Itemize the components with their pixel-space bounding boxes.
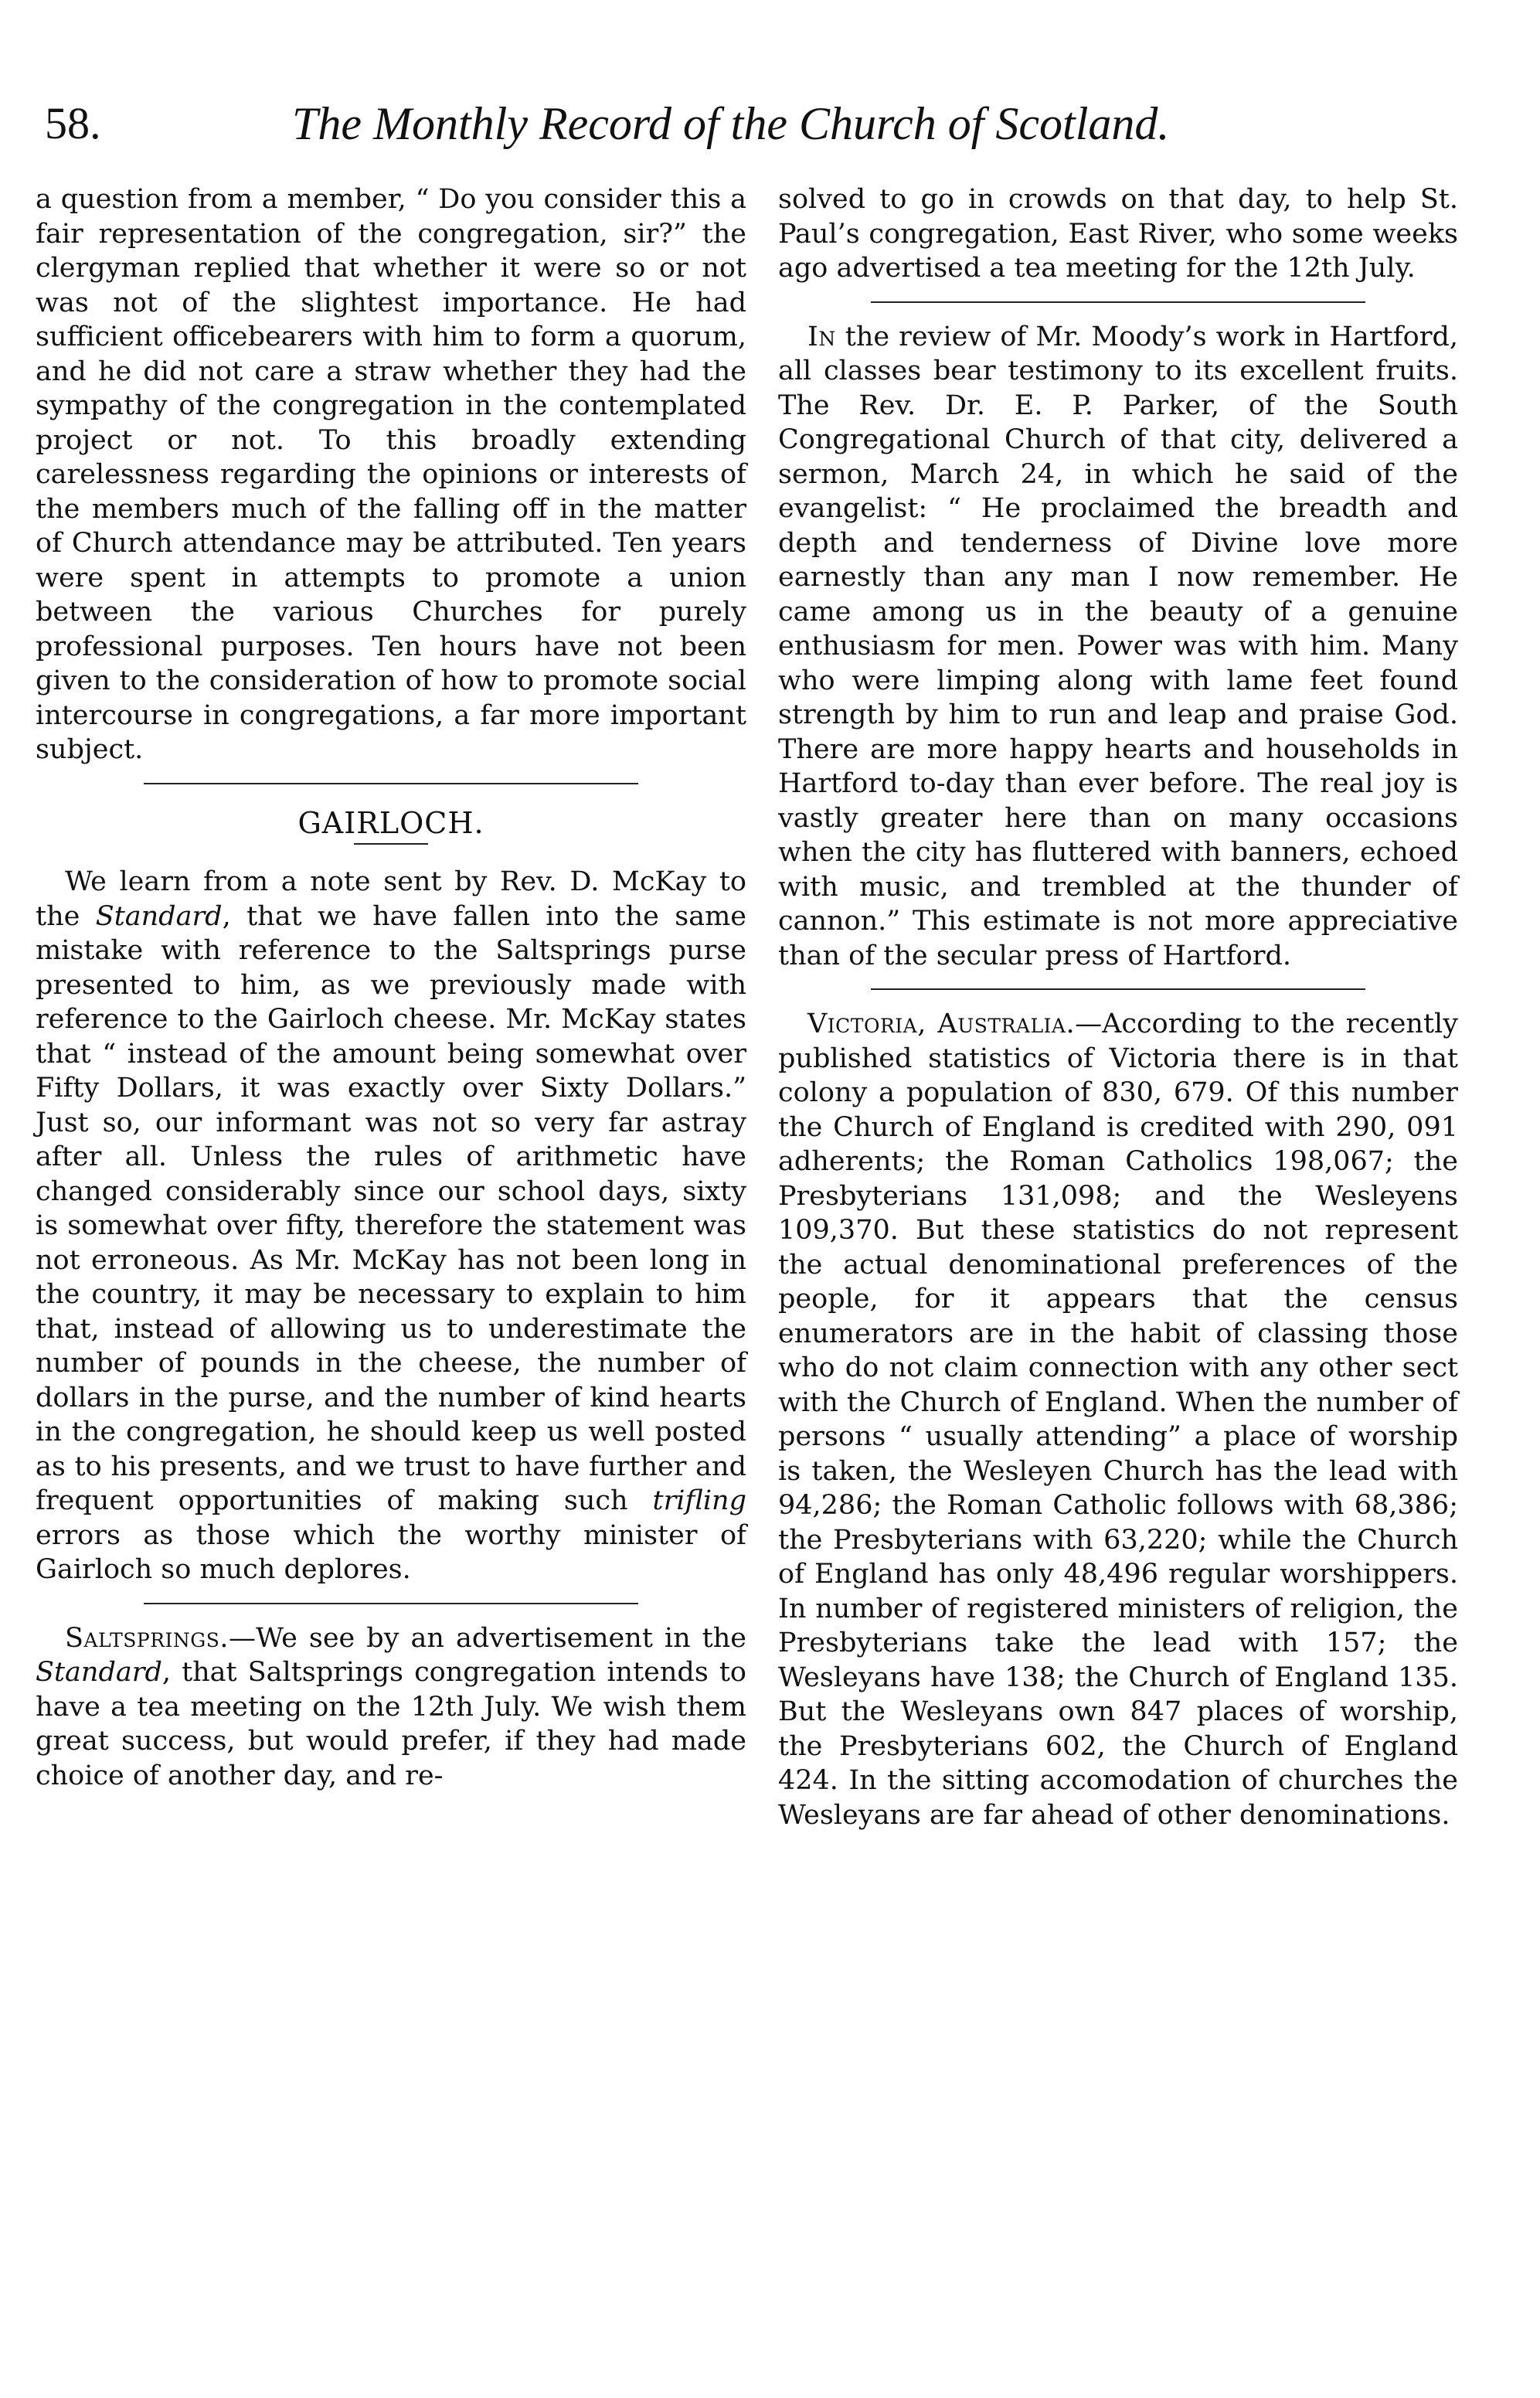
standard-title-2: Standard — [36, 1657, 162, 1688]
gairloch-text-3: errors as those which the worthy minister of Gairloch so much deplores. — [36, 1519, 746, 1585]
gairloch-heading: GAIRLOCH. — [297, 805, 484, 840]
gairloch-text-1: We learn from a note sent by Rev. D. McKay to the — [36, 866, 746, 932]
saltsprings-text-2: , that Saltsprings congregation intends to have a tea meeting on the 12th July. We wish them great success, but would prefer, if they had made choice of another day, and re- — [36, 1657, 746, 1791]
section-divider — [144, 783, 638, 784]
gairloch-text-2: , that we have fallen into the same mistake with reference to the Saltsprings purse presented to him, as we previously made with reference to the Gairloch cheese. Mr. McKay states that “ instead of the amount being somewhat over Fifty Dollars, it was exactly over Sixty Dollars.” Just so, our informant was not so very far astray after all. Unless the rules of arithmetic have changed considerably since our school days, sixty is somewhat over fifty, therefore the statement was not erroneous. As Mr. McKay has not been long in the country, it may be necessary to explain to him that, instead of allowing us to underestimate the number of pounds in the cheese, the number of dollars in the purse, and the number of kind hearts in the congregation, he should keep us well posted as to his presents, and we trust to have further and frequent opportunities of making such — [36, 900, 746, 1516]
trifling-word: trifling — [652, 1485, 746, 1516]
right-column — [778, 182, 1458, 1832]
moody-lead: In — [807, 321, 836, 352]
saltsprings-text-1: —We see by an advertisement in the — [229, 1622, 746, 1654]
moody-text: the review of Mr. Moody’s work in Hartford, all classes bear testimony to its excellent fruits. The Rev. Dr. E. P. Parker, of the South Congregational Church of that city, delivered a sermon, March 24, in which he said of the evangelist: “ He proclaimed the breadth and depth and tenderness of Divine love more earnestly than any man I now remember. He came among us in the beauty of a genuine enthusiasm for men. Power was with him. Many who were limping along with lame feet found strength by him to run and leap and praise God. There are more happy hearts and households in Hartford to-day than ever before. The real joy is vastly greater here than on many occasions when the city has fluttered with banners, echoed with music, and trembled at the thunder of cannon.” This estimate is not more appreciative than of the secular press of Hartford. — [778, 321, 1458, 971]
saltsprings-continuation: solved to go in crowds on that day, to help St. Paul’s congregation, East River, who some weeks ago advertised a tea meeting for the 12th July. — [778, 184, 1458, 284]
section-divider — [871, 988, 1365, 990]
saltsprings-lead: Saltsprings. — [65, 1622, 229, 1654]
page-number: 58. — [45, 98, 101, 148]
moody-article — [778, 320, 1458, 974]
victoria-text: —According to the recently published statistics of Victoria there is in that colony a population of 830, 679. Of this number the Church of England is credited with 290, 091 adherents; the Roman Catholics 198,067; the Presbyterians 131,098; and the Wesleyens 109,370. But these statistics do not represent the actual denominational preferences of the people, for it appears that the census enumerators are in the habit of classing those who do not claim connection with any other sect with the Church of England. When the number of persons “ usually attending” a place of worship is taken, the Wesleyen Church has the lead with 94,286; the Roman Catholic follows with 68,386; the Presbyterians with 63,220; while the Church of England has only 48,496 regular worshippers. In number of registered ministers of religion, the Presbyterians take the lead with 157; the Wesleyans have 138; the Church of England 135. But the Wesleyans own 847 places of worship, the Presbyterians 602, the Church of England 424. In the sitting accomodation of churches the Wesleyans are far ahead of other denominations. — [778, 1009, 1458, 1831]
gairloch-article — [36, 865, 746, 1587]
saltsprings-article — [36, 1621, 746, 1794]
section-divider — [871, 301, 1365, 303]
page-header — [45, 97, 1498, 159]
left-column — [36, 182, 746, 1793]
running-title: The Monthly Record of the Church of Scotland. — [292, 98, 1170, 149]
victoria-article — [778, 1007, 1458, 1832]
section-divider — [144, 1603, 638, 1604]
heading-underline — [354, 843, 428, 845]
standard-title-1: Standard — [95, 900, 223, 932]
victoria-lead: Victoria, Australia. — [807, 1009, 1076, 1039]
article-continuation: a question from a member, “ Do you consider this a fair representation of the congregation, sir?” the clergyman replied that whether it were so or not was not of the slightest importance. He had sufficient officebearers with him to form a quorum, and he did not care a straw whether they had the sympathy of the congregation in the contemplated project or not. To this broadly extending carelessness regarding the opinions or interests of the members much of the falling off in the matter of Church attendance may be attributed. Ten years were spent in attempts to promote a union between the various Churches for purely professional purposes. Ten hours have not been given to the consideration of how to promote social intercourse in congregations, a far more important subject. — [36, 184, 746, 765]
